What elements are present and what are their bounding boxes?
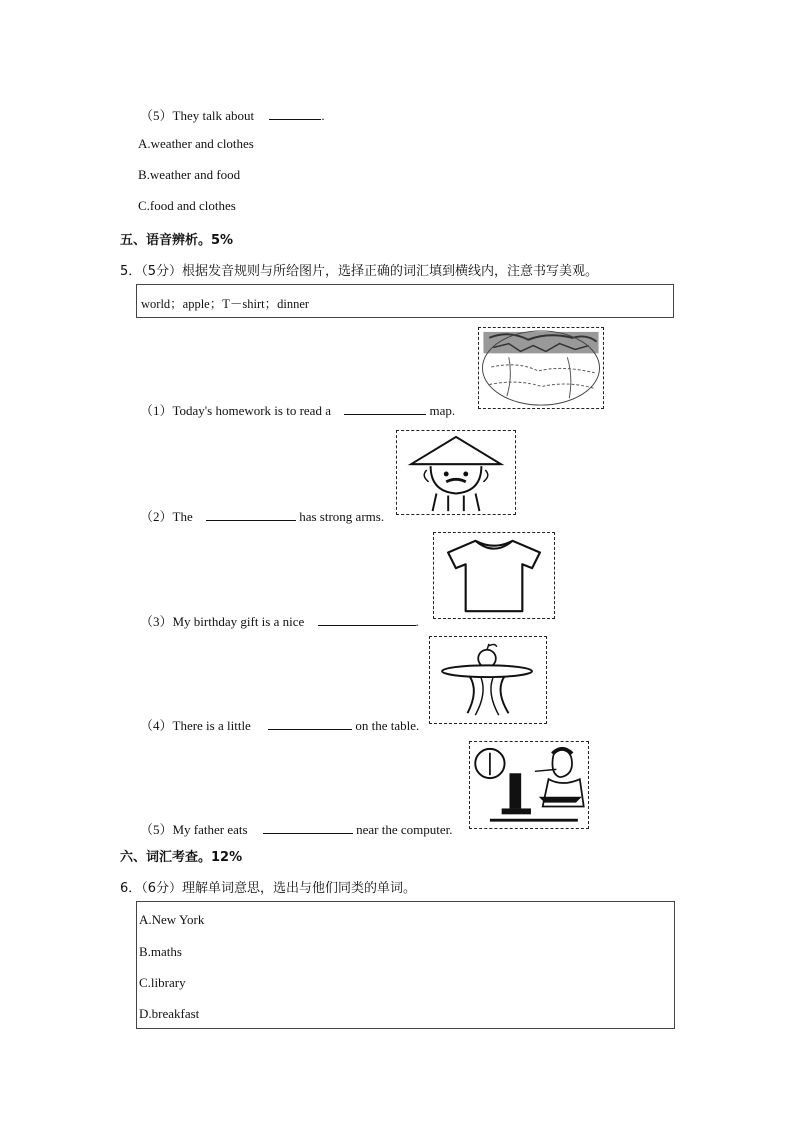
item-3-text: （3）My birthday gift is a nice	[140, 614, 305, 629]
item-4-line	[140, 715, 419, 734]
option-d[interactable]: D.breakfast	[139, 1006, 200, 1021]
item-4-text: （4）There is a little	[140, 718, 251, 733]
man-eating-icon	[469, 741, 589, 829]
word-bank-box	[136, 284, 674, 318]
item-4-end: on the table.	[355, 718, 420, 733]
farmer-icon	[397, 431, 515, 514]
item-5-end: near the computer.	[356, 822, 453, 837]
question-text: （5）They talk about	[140, 108, 255, 123]
item-2-line	[140, 506, 384, 525]
item-1-text: （1）Today's homework is to read a	[140, 403, 331, 418]
option-b[interactable]: B.maths	[139, 944, 182, 959]
world-map-icon	[478, 327, 604, 409]
section-6-instruction: 6．（6分）理解单词意思，选出与他们同类的单词。	[120, 881, 417, 896]
section-5-heading: 五、语音辨析。5%	[120, 233, 234, 248]
item-3-end: .	[415, 614, 419, 629]
question-5-line	[140, 105, 325, 124]
item-1-blank[interactable]	[344, 402, 426, 415]
item-2-blank[interactable]	[206, 508, 296, 521]
options-box	[136, 901, 675, 1029]
item-1-end: map.	[429, 403, 456, 418]
section-6-heading: 六、词汇考查。12%	[120, 850, 243, 865]
item-2-end: has strong arms.	[299, 509, 385, 524]
world-map-icon	[479, 328, 603, 408]
item-1-line	[140, 400, 455, 419]
item-5-text: （5）My father eats	[140, 822, 248, 837]
item-3-blank[interactable]	[318, 613, 416, 626]
question-end: .	[321, 108, 325, 123]
apple-on-table-icon	[430, 637, 546, 723]
man-eating-icon	[470, 742, 588, 828]
item-4-blank[interactable]	[268, 717, 352, 730]
item-5-line	[140, 819, 452, 838]
answer-blank[interactable]	[269, 107, 321, 120]
option-c[interactable]: C.food and clothes	[138, 198, 236, 213]
option-a[interactable]: A.weather and clothes	[138, 136, 254, 151]
word-bank: world；apple；T－shirt；dinner	[141, 297, 310, 311]
t-shirt-icon	[434, 533, 554, 618]
item-3-line	[140, 611, 419, 630]
option-c[interactable]: C.library	[139, 975, 186, 990]
option-a[interactable]: A.New York	[139, 912, 205, 927]
item-5-blank[interactable]	[263, 821, 353, 834]
apple-on-table-icon	[429, 636, 547, 724]
farmer-icon	[396, 430, 516, 515]
section-5-instruction: 5．（5分）根据发音规则与所给图片，选择正确的词汇填到横线内，注意书写美观。	[120, 264, 599, 279]
item-2-text: （2）The	[140, 509, 193, 524]
option-b[interactable]: B.weather and food	[138, 167, 241, 182]
t-shirt-icon	[433, 532, 555, 619]
